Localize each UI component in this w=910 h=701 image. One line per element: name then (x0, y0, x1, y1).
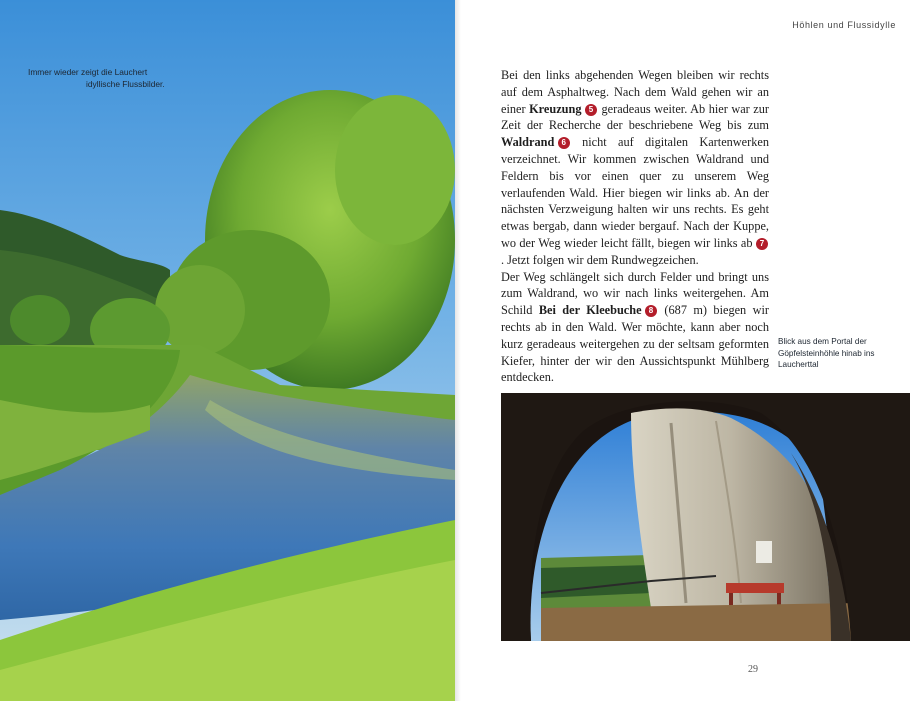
cave-portal-photo (501, 393, 910, 641)
left-caption-line1: Immer wieder zeigt die Lauchert (28, 67, 148, 77)
left-caption-line2: idyllische Flussbilder. (86, 79, 165, 89)
bold-place-name: Kreuzung (529, 101, 582, 116)
cave-view-illustration (501, 393, 910, 641)
page-number: 29 (748, 664, 758, 675)
waypoint-marker: 6 (558, 137, 570, 149)
text-run: nicht auf digitalen Kartenwerken verzeichnet. Wir kommen zwischen Waldrand und Feldern bis vor einen quer zu unserem Weg verlaufenden Wald. Hier biegen wir links ab. An der nächsten Verzweigung halten wir uns rechts. Es geht etwas bergab, dann wieder bergauf. Nach der Kuppe, wo der Weg wieder leicht fällt, biegen wir links ab (501, 135, 769, 250)
text-run: Bei den links abgehenden Wegen bleiben wir rechts auf dem Asphaltweg. Nach dem Wald gehen wir an einer (501, 68, 769, 116)
book-gutter (455, 0, 461, 701)
bold-place-name: Bei der Kleebuche (538, 303, 642, 318)
text-run: (687 m) biegen wir rechts ab in den Wald. Wer möchte, kann aber noch kurz geradeaus weitergehen zu der seltsam geformten Kiefer, hinter der wir den Aussichtspunkt Mühlberg entdecken. (501, 303, 769, 385)
paragraph-2 (501, 269, 769, 387)
text-run: Der Weg schlängelt sich durch Felder und bringt uns zum Waldrand, wo wir nach links weitergehen. Am Schild (501, 269, 769, 318)
paragraph-1 (501, 67, 769, 269)
waypoint-marker: 7 (756, 238, 768, 250)
bold-place-name: Waldrand (501, 135, 555, 150)
waypoint-marker: 8 (645, 305, 657, 317)
body-text (501, 67, 769, 386)
left-photo-caption (28, 66, 228, 90)
text-run: geradeaus weiter. Ab hier war zur Zeit der Recherche der beschriebene Weg bis zum (501, 101, 769, 133)
running-head: Höhlen und Flussidylle (792, 20, 896, 30)
text-run: . Jetzt folgen wir dem Rundwegzeichen. (501, 252, 699, 267)
waypoint-marker: 5 (585, 104, 597, 116)
right-photo-caption: Blick aus dem Portal der Göpfelsteinhöhle hinab ins Laucherttal (778, 337, 875, 369)
